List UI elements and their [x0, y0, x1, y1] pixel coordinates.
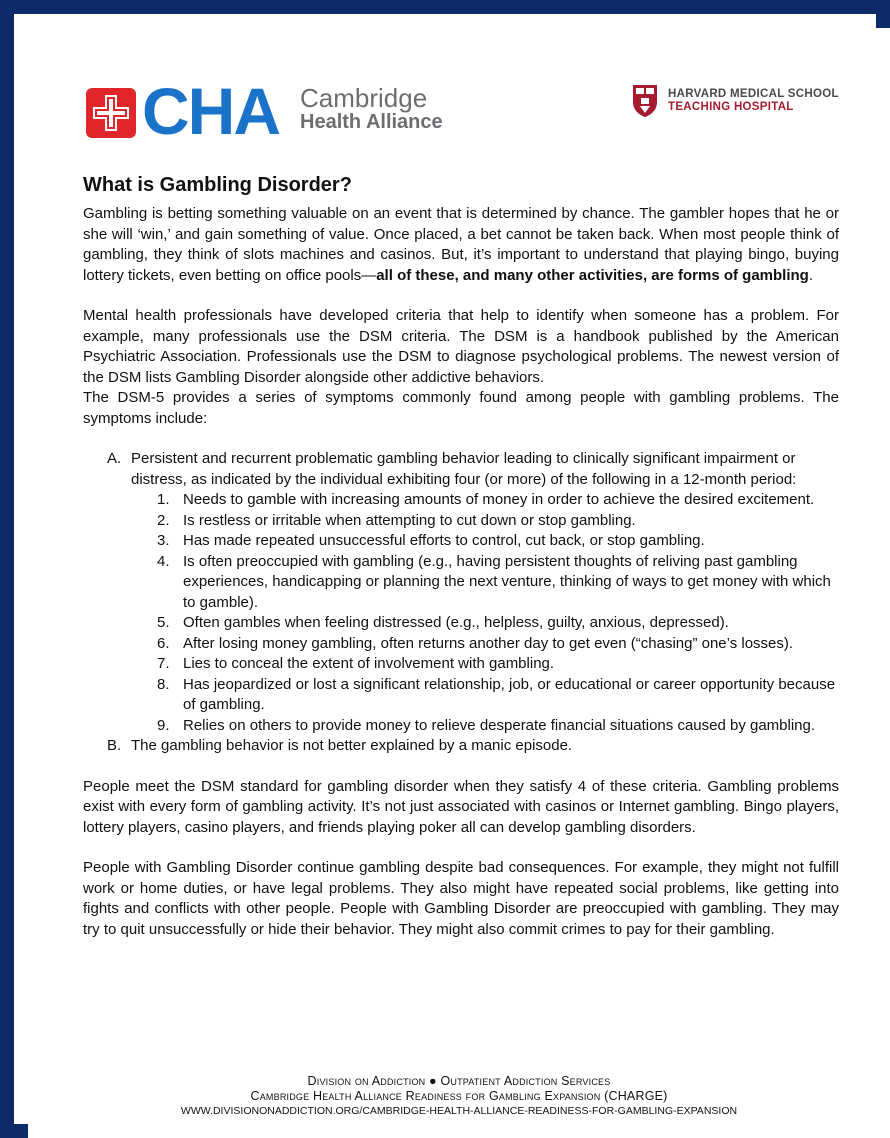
symptom-item: [157, 552, 839, 614]
footer-url[interactable]: WWW.DIVISIONONADDICTION.ORG/CAMBRIDGE-HEALTH-ALLIANCE-READINESS-FOR-GAMBLING-EXPANSION: [180, 1105, 738, 1117]
symptom-text: Has made repeated unsuccessful efforts to control, cut back, or stop gambling.: [183, 532, 705, 549]
footer-charge-line: Cambridge Health Alliance Readiness for Gambling Expansion (CHARGE): [250, 1089, 668, 1103]
cha-full-name: [300, 83, 443, 134]
hms-line2: TEACHING HOSPITAL: [668, 101, 794, 113]
hms-logo: [632, 84, 852, 124]
symptom-marker: 3.: [157, 532, 170, 549]
intro-end: .: [808, 266, 813, 284]
criterion-a-marker: A.: [107, 450, 122, 467]
criteria-summary-paragraph: People meet the DSM standard for gambling disorder when they satisfy 4 of these criteria. Gambling problems exist with every form of gambling activity. It’s not just associated with casinos or Internet gambling. Bingo players, lottery players, casino players, and friends playing poker all can develop gambling disorders.: [83, 777, 839, 836]
intro-text: Gambling is betting something valuable on an event that is determined by chance. The gambler hopes that he or she will ‘win,’ and gain something of value. Once placed, a bet cannot be taken back. When most people think of gambling, they think of slots machines and casinos. But, it’s important to understand that playing bingo, buying lottery tickets, even betting on office pools—: [83, 205, 839, 284]
symptom-item: [157, 511, 839, 532]
symptom-marker: 1.: [157, 491, 170, 508]
symptom-item: [157, 654, 839, 675]
medical-cross-icon: [86, 88, 136, 138]
symptom-marker: 2.: [157, 511, 170, 529]
symptom-text: Needs to gamble with increasing amounts of money in order to achieve the desired excitement.: [183, 491, 815, 508]
hms-text: [668, 88, 839, 114]
hms-line1: HARVARD MEDICAL SCHOOL: [668, 88, 839, 100]
symptom-marker: 8.: [157, 675, 170, 693]
page-title: What is Gambling Disorder?: [83, 174, 352, 196]
symptom-item: [157, 490, 839, 511]
dsm5-paragraph: The DSM-5 provides a series of symptoms commonly found among people with gambling problems. The symptoms include:: [83, 389, 839, 427]
symptom-text: Is restless or irritable when attempting to cut down or stop gambling.: [183, 511, 636, 529]
symptom-marker: 7.: [157, 655, 170, 672]
criterion-b: [107, 736, 839, 757]
symptom-marker: 4.: [157, 552, 170, 570]
cha-wordmark: CHA: [142, 74, 279, 148]
dsm-paragraph: Mental health professionals have developed criteria that help to identify when someone has a problem. For example, many professionals use the DSM criteria. The DSM is a handbook published by the American Psychiatric Association. Professionals use the DSM to diagnose psychological problems. The newest version of the DSM lists Gambling Disorder alongside other addictive behaviors.: [83, 307, 839, 386]
symptom-text: After losing money gambling, often returns another day to get even (“chasing” one’s losses).: [183, 634, 794, 652]
symptom-text: Relies on others to provide money to relieve desperate financial situations caused by gambling.: [183, 716, 816, 734]
cha-logo: [86, 74, 466, 148]
document-content: [83, 172, 839, 940]
symptom-text: Often gambles when feeling distressed (e.g., helpless, guilty, anxious, depressed).: [183, 614, 729, 631]
symptom-item: [157, 634, 839, 655]
symptom-text: Is often preoccupied with gambling (e.g., having persistent thoughts of reliving past gambling experiences, handicapping or planning the next venture, thinking of ways to get money with which to gamble).: [183, 552, 831, 611]
intro-paragraph: [83, 204, 839, 286]
document-page: [28, 28, 890, 1138]
footer: [28, 1074, 890, 1118]
criterion-b-marker: B.: [107, 737, 122, 754]
symptom-text: Lies to conceal the extent of involvement with gambling.: [183, 655, 555, 672]
symptom-text: Has jeopardized or lost a significant relationship, job, or educational or career opportunity because of gambling.: [183, 675, 836, 713]
symptom-list: [131, 490, 839, 736]
consequences-paragraph: People with Gambling Disorder continue gambling despite bad consequences. For example, they might not fulfill work or home duties, or have legal problems. They also might have repeated social problems, like getting into fights and conflicts with other people. People with Gambling Disorder are preoccupied with gambling. They may try to quit unsuccessfully or hide their behavior. They might also commit crimes to pay for their gambling.: [83, 859, 839, 938]
symptom-item: [157, 716, 839, 737]
criteria-list: [83, 449, 839, 757]
intro-bold-text: all of these, and many other activities, are forms of gambling: [376, 266, 809, 284]
harvard-shield-icon: [632, 84, 658, 118]
symptom-marker: 6.: [157, 634, 170, 652]
symptom-marker: 9.: [157, 716, 170, 734]
symptom-item: [157, 675, 839, 716]
criterion-a: [107, 449, 839, 736]
symptom-item: [157, 613, 839, 634]
cha-name-line2: Health Alliance: [300, 111, 443, 133]
criterion-a-text: Persistent and recurrent problematic gambling behavior leading to clinically significant impairment or distress, as indicated by the individual exhibiting four (or more) of the following in a 12-month period:: [131, 450, 797, 488]
footer-division-line: Division on Addiction ● Outpatient Addiction Services: [307, 1074, 611, 1088]
criterion-b-text: The gambling behavior is not better explained by a manic episode.: [131, 737, 573, 754]
cha-name-line1: Cambridge: [300, 83, 428, 113]
symptom-marker: 5.: [157, 614, 170, 631]
symptom-item: [157, 531, 839, 552]
